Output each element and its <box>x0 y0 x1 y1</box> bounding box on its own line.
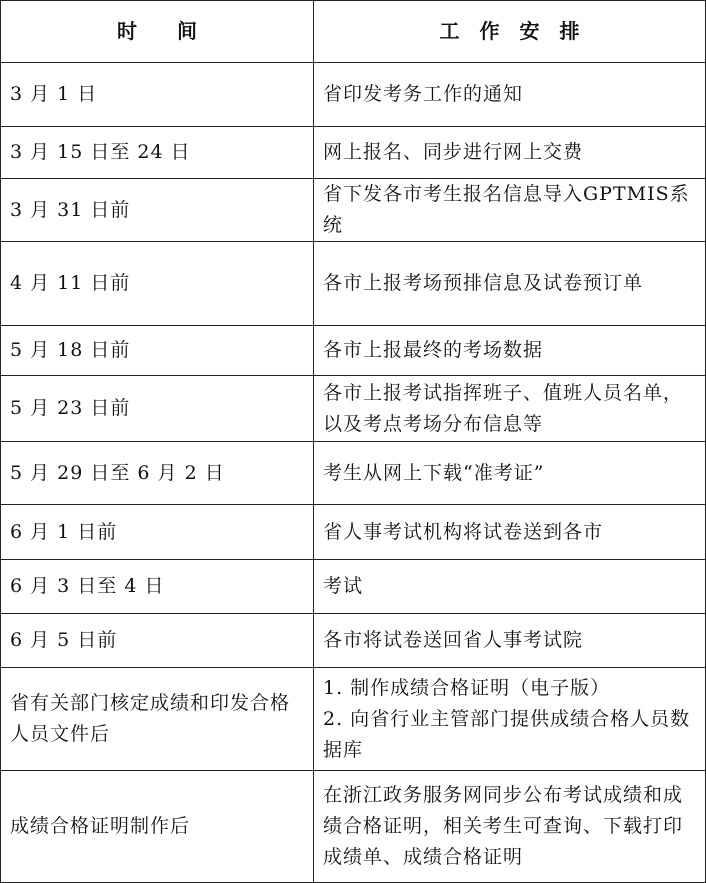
table-row <box>1 560 706 614</box>
task-line: 2. 向省行业主管部门提供成绩合格人员数据库 <box>323 707 691 761</box>
header-row <box>1 1 706 63</box>
task-cell <box>314 505 706 560</box>
time-cell: 5 月 18 日前 <box>1 326 314 376</box>
task-cell <box>314 179 706 242</box>
task-line: 省印发考务工作的通知 <box>323 83 524 105</box>
time-cell: 4 月 11 日前 <box>1 242 314 326</box>
table-row <box>1 668 706 771</box>
time-cell: 5 月 23 日前 <box>1 376 314 442</box>
task-line: 各市上报考场预排信息及试卷预订单 <box>323 272 644 294</box>
time-cell: 3 月 1 日 <box>1 63 314 127</box>
task-line: 各市将试卷送回省人事考试院 <box>323 629 584 651</box>
table-row <box>1 242 706 326</box>
time-cell: 3 月 15 日至 24 日 <box>1 127 314 179</box>
task-line: 考生从网上下载“准考证” <box>323 461 545 484</box>
table-row <box>1 179 706 242</box>
task-cell <box>314 560 706 614</box>
task-cell <box>314 376 706 442</box>
work-column-header: 工 作 安 排 <box>314 1 706 63</box>
task-line: 省人事考试机构将试卷送到各市 <box>323 520 604 543</box>
task-cell <box>314 127 706 179</box>
table-row <box>1 442 706 505</box>
table-row <box>1 614 706 668</box>
time-cell: 5 月 29 日至 6 月 2 日 <box>1 442 314 505</box>
table-row <box>1 63 706 127</box>
time-cell: 省有关部门核定成绩和印发合格人员文件后 <box>1 668 314 771</box>
table-row <box>1 771 706 883</box>
task-line: 各市上报最终的考场数据 <box>323 339 544 361</box>
task-line: 网上报名、同步进行网上交费 <box>323 141 584 163</box>
table-row <box>1 505 706 560</box>
table-row <box>1 326 706 376</box>
time-cell: 6 月 5 日前 <box>1 614 314 668</box>
time-column-header: 时 间 <box>1 1 314 63</box>
time-cell: 成绩合格证明制作后 <box>1 771 314 883</box>
task-cell <box>314 63 706 127</box>
task-line: 1. 制作成绩合格证明（电子版） <box>323 676 611 699</box>
schedule-body <box>1 63 706 883</box>
task-cell <box>314 668 706 771</box>
table-row <box>1 127 706 179</box>
task-line: 省下发各市考生报名信息导入GPTMIS系统 <box>323 183 690 236</box>
task-cell <box>314 442 706 505</box>
time-cell: 3 月 31 日前 <box>1 179 314 242</box>
task-cell <box>314 242 706 326</box>
task-cell <box>314 326 706 376</box>
task-cell <box>314 614 706 668</box>
time-cell: 6 月 1 日前 <box>1 505 314 560</box>
table-row <box>1 376 706 442</box>
time-cell: 6 月 3 日至 4 日 <box>1 560 314 614</box>
task-line: 各市上报考试指挥班子、值班人员名单，以及考点考场分布信息等 <box>323 381 684 435</box>
task-cell <box>314 771 706 883</box>
task-line: 在浙江政务服务网同步公布考试成绩和成绩合格证明，相关考生可查询、下载打印成绩单、成绩合格证明 <box>323 784 684 868</box>
task-line: 考试 <box>323 575 364 597</box>
